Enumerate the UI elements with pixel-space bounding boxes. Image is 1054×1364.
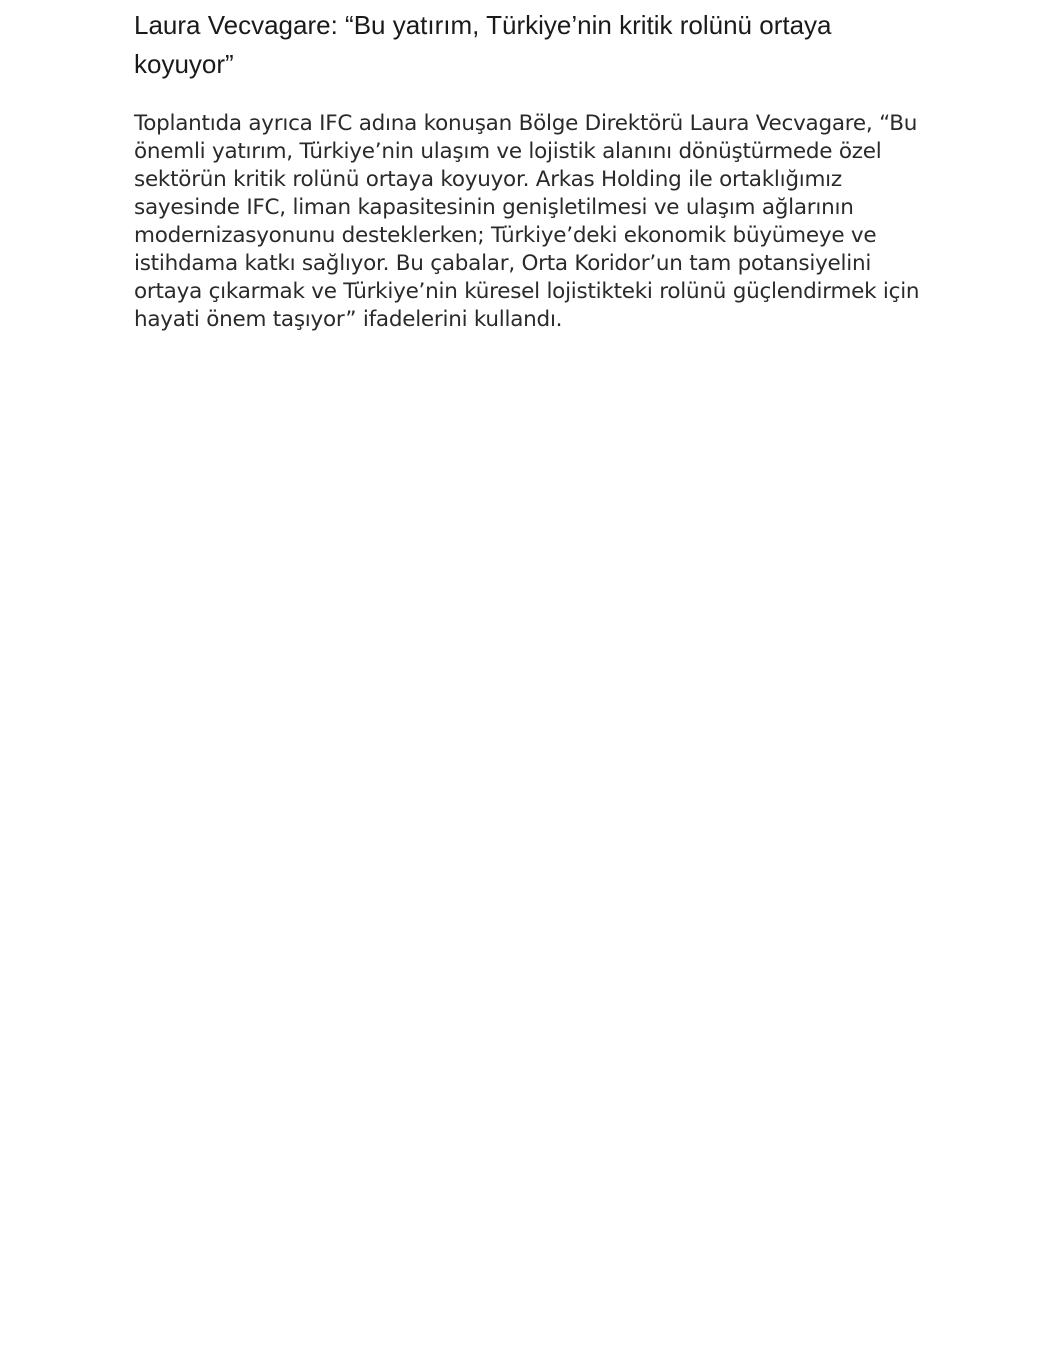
article-subheading: Laura Vecvagare: “Bu yatırım, Türkiye’nin kritik rolünü ortaya koyuyor” xyxy=(134,10,832,79)
article-section xyxy=(134,6,924,334)
article-paragraph: Toplantıda ayrıca IFC adına konuşan Bölge Direktörü Laura Vecvagare, “Bu önemli yatırım, Türkiye’nin ulaşım ve lojistik alanını dönüştürmede özel sektörün kritik rolünü ortaya koyuyor. Arkas Holding ile ortaklığımız sayesinde IFC, liman kapasitesinin genişletilmesi ve ulaşım ağlarının modernizasyonunu desteklerken; Türkiye’deki ekonomik büyümeye ve istihdama katkı sağlıyor. Bu çabalar, Orta Koridor’un tam potansiyelini ortaya çıkarmak ve Türkiye’nin küresel lojistikteki rolünü güçlendirmek için hayati önem taşıyor” ifadelerini kullandı. xyxy=(134,111,920,332)
